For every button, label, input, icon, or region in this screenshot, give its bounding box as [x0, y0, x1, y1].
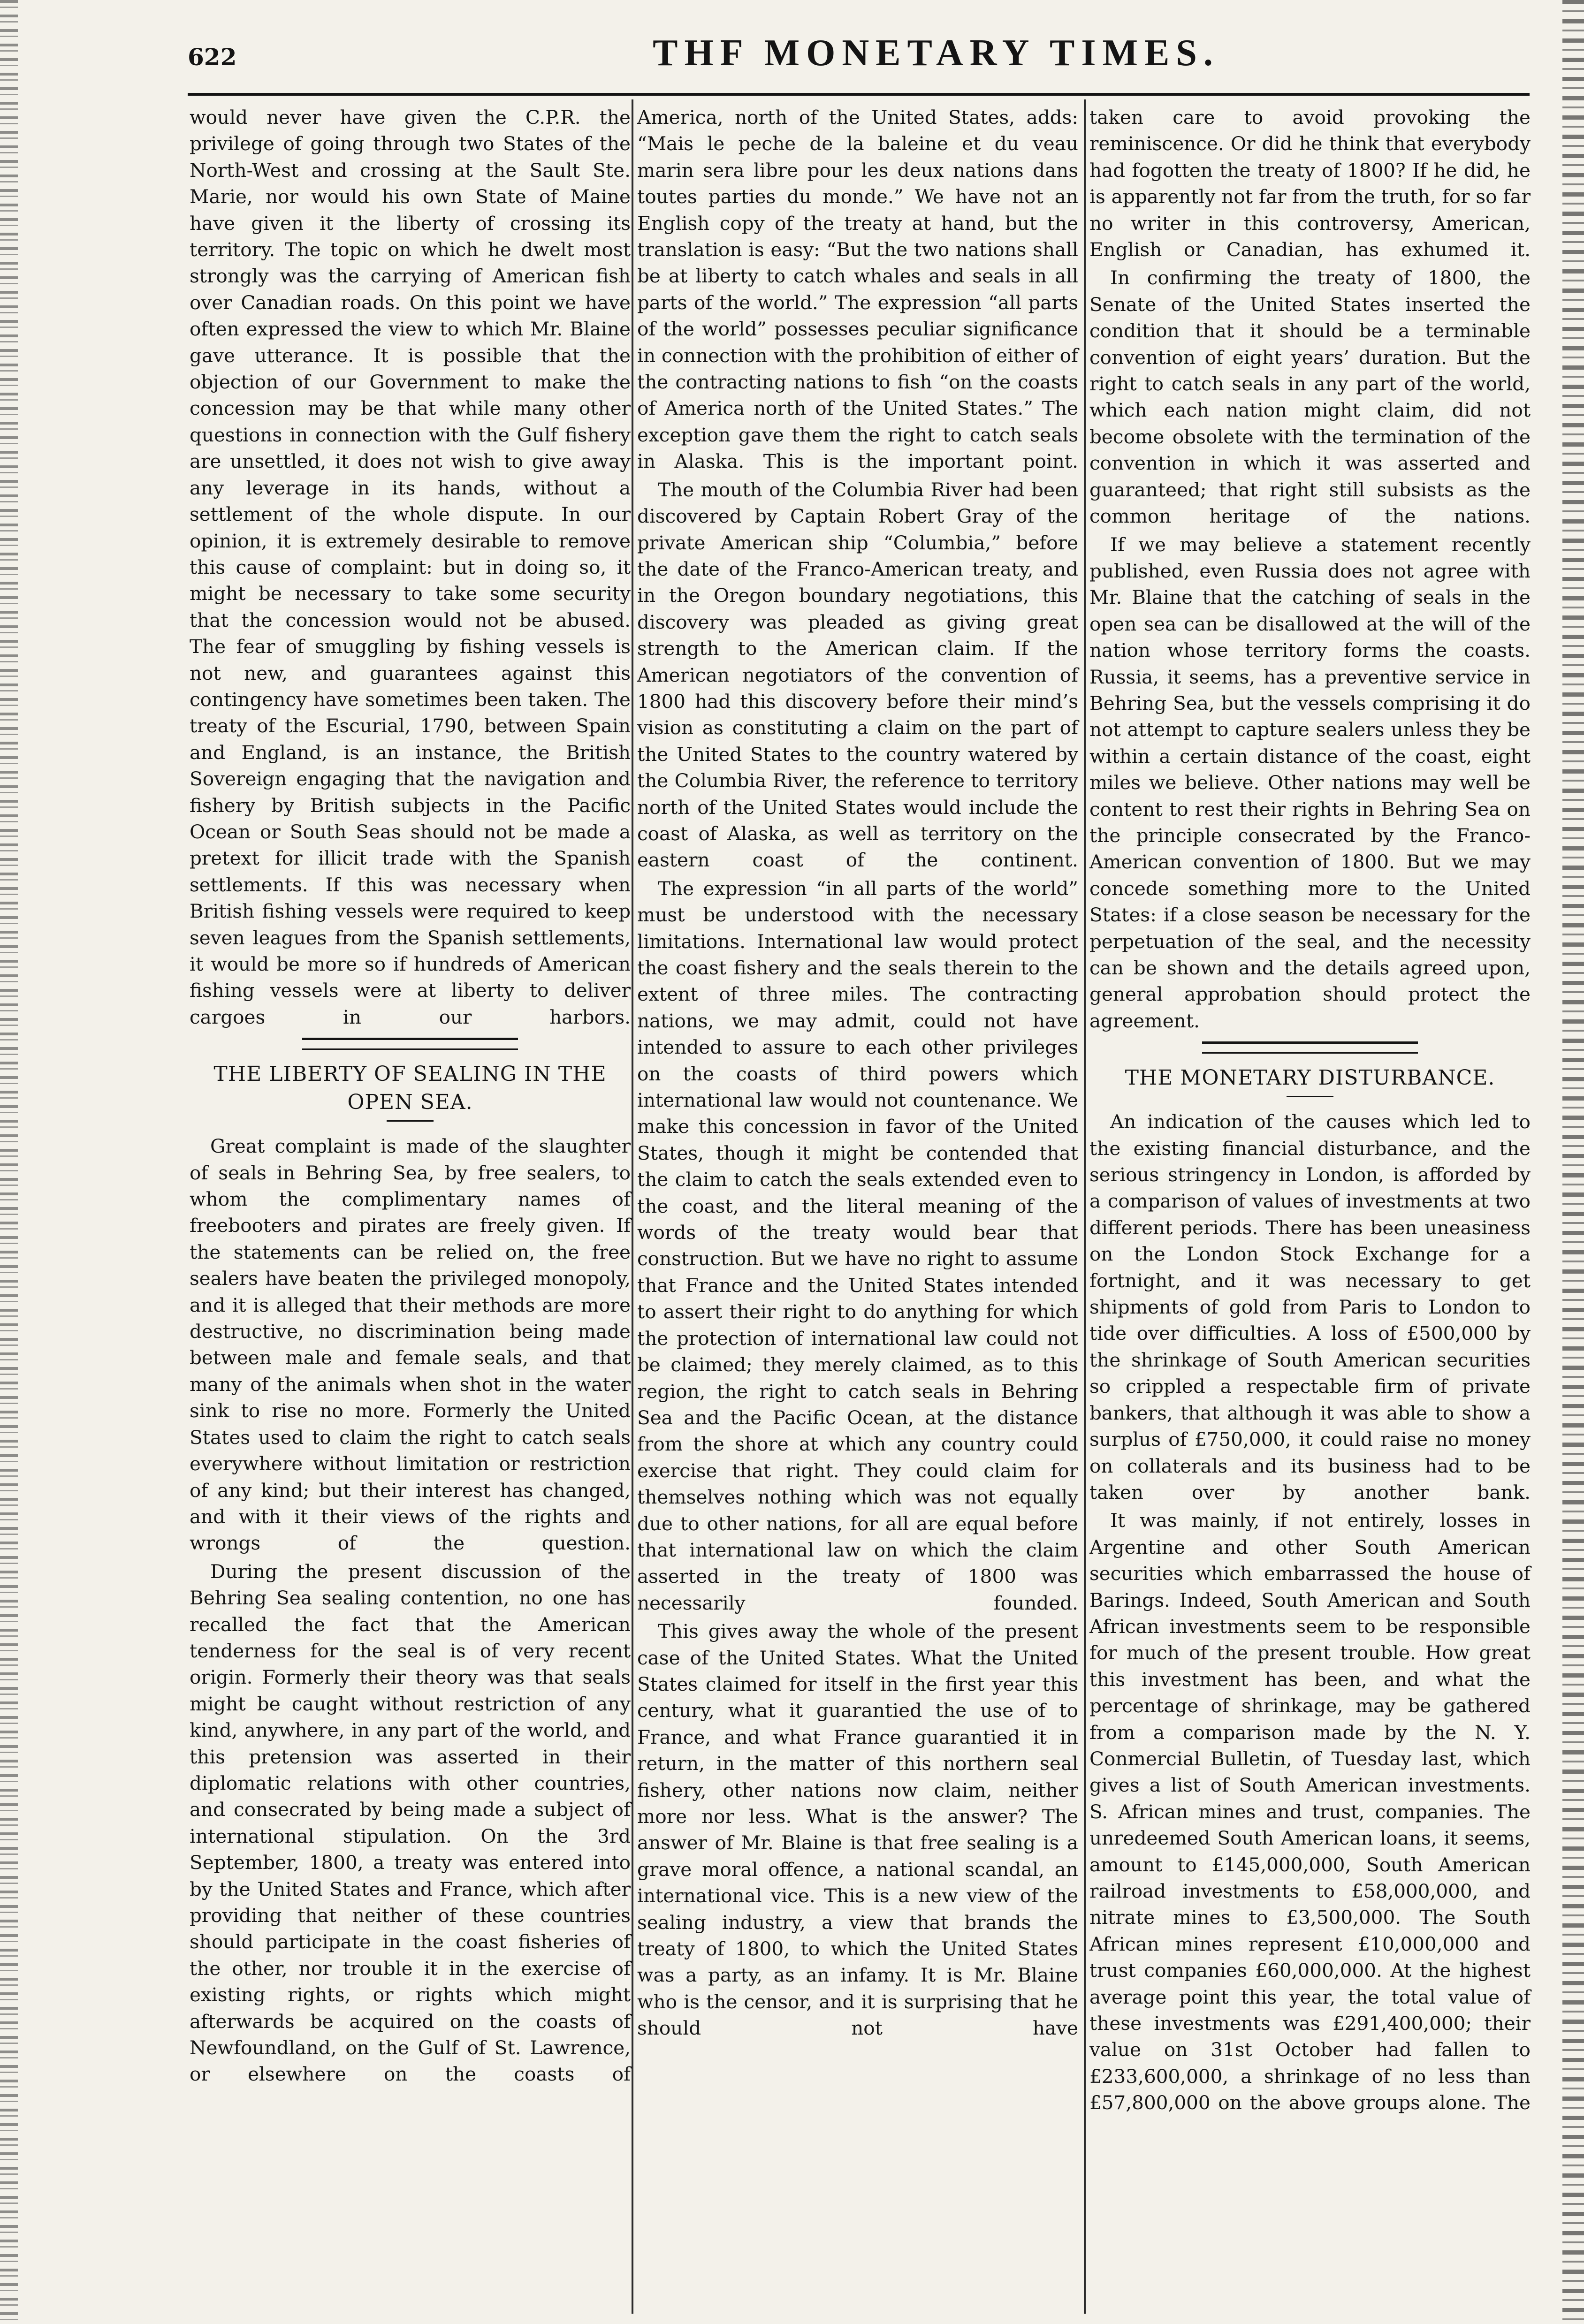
paragraph: In confirming the treaty of 1800, the Senate of the United States inserted the condition that it should be a terminable convention of eight years’ duration. But the right to catch seals in any part of the world, which each nation might claim, did not become obsolete with the termination of the convention in which it was asserted and guaranteed; that right still subsists as the common heritage of the nations.	[1089, 266, 1531, 528]
paragraph: It was mainly, if not entirely, losses in Argentine and other South American securities which embarrassed the house of Barings. Indeed, South American and South African investments seem to be responsible for much of the present trouble. How great this investment has been, and what the percentage of shrinkage, may be gathered from a comparison made by the N. Y. Conmercial Bulletin, of Tuesday last, which gives a list of South American investments. S. African mines and trust, companies. The unredeemed South American loans, it seems, amount to £145,000,000, South American railroad investments to £58,000,000, and nitrate mines to £3,500,000. The South African mines represent £10,000,000 and trust companies £60,000,000. At the highest average point this year, the total value of these investments was £291,400,000; their value on 31st October had fallen to £233,600,000, a shrinkage of no less than £57,800,000 on the above groups alone. The	[1089, 1509, 1531, 2114]
heading-underline	[1287, 1096, 1333, 1097]
article-heading-sealing	[190, 1060, 631, 1116]
column-1	[190, 104, 631, 2309]
paragraph: An indication of the causes which led to the existing financial disturbance, and the serious stringency in London, is afforded by a comparison of values of investments at two different periods. There has been uneasiness on the London Stock Exchange for a fortnight, and it was necessary to get shipments of gold from Paris to London to tide over difficulties. A loss of £500,000 by the shrinkage of South American securities so crippled a respectable firm of private bankers, that although it was able to show a surplus of £750,000, it could raise no money on collaterals and its business had to be taken over by another bank.	[1089, 1110, 1531, 1504]
section-separator	[1202, 1041, 1418, 1054]
heading-line-1: THE LIBERTY OF SEALING IN THE	[213, 1062, 607, 1086]
paragraph: The expression “in all parts of the world” must be understood with the necessary limitations. International law would protect the coast fishery and the seals therein to the extent of three miles. The contracting nations, we may admit, could not have intended to assure to each other privileges on the coasts of third powers which international law would not countenance. We make this concession in favor of the United States, though it might be contended that the claim to catch the seals extended even to the coast, and the literal meaning of the words of the treaty would bear that construction. But we have no right to assume that France and the United States intended to assert their right to do anything for which the protection of international law could not be claimed; they merely claimed, as to this region, the right to catch seals in Behring Sea and the Pacific Ocean, at the distance from the shore at which any country could exercise that right. They could claim for themselves nothing which was not equally due to other nations, for all are equal before that international law on which the claim asserted in the treaty of 1800 was necessarily founded.	[637, 877, 1078, 1614]
masthead	[188, 32, 1530, 88]
paragraph: During the present discussion of the Behring Sea sealing contention, no one has recalled the fact that the American tenderness for the seal is of very recent origin. Formerly their theory was that seals might be caught without restriction of any kind, anywhere, in any part of the world, and this pretension was asserted in their diplomatic relations with other countries, and consecrated by being made a subject of international stipulation. On the 3rd September, 1800, a treaty was entered into by the United States and France, which after providing that neither of these countries should participate in the coast fisheries of the other, nor trouble it in the exercise of existing rights, or rights which might afterwards be acquired on the coasts of Newfoundland, on the Gulf of St. Lawrence, or elsewhere on the coasts of	[190, 1560, 631, 2086]
column-divider-2	[1084, 99, 1086, 2314]
column-2	[637, 104, 1078, 2309]
scanned-page-edge-right	[1562, 0, 1584, 2324]
paragraph: taken care to avoid provoking the reminiscence. Or did he think that everybody had fogotten the treaty of 1800? If he did, he is apparently not far from the truth, for so far no writer in this controversy, American, English or Canadian, has exhumed it.	[1089, 106, 1531, 261]
masthead-rule	[188, 93, 1530, 96]
heading-line-2: OPEN SEA.	[347, 1090, 473, 1115]
paragraph: The mouth of the Columbia River had been discovered by Captain Robert Gray of the private American ship “Columbia,” before the date of the Franco-American treaty, and in the Oregon boundary negotiations, this discovery was pleaded as giving great strength to the American claim. If the American negotiators of the convention of 1800 had this discovery before their mind’s vision as constituting a claim on the part of the United States to the country watered by the Columbia River, the reference to territory north of the United States would include the coast of Alaska, as well as territory on the eastern coast of the continent.	[637, 478, 1078, 872]
article-heading-monetary: THE MONETARY DISTURBANCE.	[1125, 1066, 1495, 1090]
paragraph: This gives away the whole of the present case of the United States. What the United States claimed for itself in the first year this century, what it guarantied the use of to France, and what France guarantied it in return, in the matter of this northern seal fishery, other nations now claim, neither more nor less. What is the answer? The answer of Mr. Blaine is that free sealing is a grave moral offence, a national scandal, an international vice. This is a new view of the sealing industry, a view that brands the treaty of 1800, to which the United States was a party, as an infamy. It is Mr. Blaine who is the censor, and it is surprising that he should not have	[637, 1620, 1078, 2040]
section-separator	[302, 1038, 518, 1050]
paragraph: America, north of the United States, adds: “Mais le peche de la baleine et du veau marin sera libre pour les deux nations dans toutes parties du monde.” We have not an English copy of the treaty at hand, but the translation is easy: “But the two nations shall be at liberty to catch whales and seals in all parts of the world.” The expression “all parts of the world” possesses peculiar significance in connection with the prohibition of either of the contracting nations to fish “on the coasts of America north of the United States.” The exception gave them the right to catch seals in Alaska. This is the important point.	[637, 106, 1078, 473]
scanned-page-edge-left	[0, 0, 18, 2324]
paragraph: Great complaint is made of the slaughter of seals in Behring Sea, by free sealers, to whom the complimentary names of freebooters and pirates are freely given. If the statements can be relied on, the free sealers have beaten the privileged monopoly, and it is alleged that their methods are more destructive, no discrimination being made between male and female seals, and that many of the animals when shot in the water sink to rise no more. Formerly the United States used to claim the right to catch seals everywhere without limitation or restriction of any kind; but their interest has changed, and with it their views of the rights and wrongs of the question.	[190, 1135, 631, 1555]
paragraph: If we may believe a statement recently published, even Russia does not agree with Mr. Blaine that the catching of seals in the open sea can be disallowed at the will of the nation whose territory forms the coasts. Russia, it seems, has a preventive service in Behring Sea, but the vessels comprising it do not attempt to capture sealers unless they be within a certain distance of the coast, eight miles we believe. Other nations may well be content to rest their rights in Behring Sea on the principle consecrated by the Franco-American convention of 1800. But we may concede something more to the United States: if a close season be necessary for the perpetuation of the seal, and the necessity can be shown and the details agreed upon, general approbation should protect the agreement.	[1089, 533, 1531, 1032]
page-number: 622	[188, 43, 237, 71]
column-3	[1089, 104, 1531, 2309]
article-continuation: would never have given the C.P.R. the privilege of going through two States of the North-West and crossing at the Sault Ste. Marie, nor would his own State of Maine have given it the liberty of crossing its territory. The topic on which he dwelt most strongly was the carrying of American fish over Canadian roads. On this point we have often expressed the view to which Mr. Blaine gave utterance. It is possible that the objection of our Government to make the concession may be that while many other questions in connection with the Gulf fishery are unsettled, it does not wish to give away any leverage in its hands, without a settlement of the whole dispute. In our opinion, it is extremely desirable to remove this cause of complaint: but in doing so, it might be necessary to take some security that the concession would not be abused. The fear of smuggling by fishing vessels is not new, and guarantees against this contingency have sometimes been taken. The treaty of the Escurial, 1790, between Spain and England, is an instance, the British Sovereign engaging that the navigation and fishery by British subjects in the Pacific Ocean or South Seas should not be made a pretext for illicit trade with the Spanish settlements. If this was necessary when British fishing vessels were required to keep seven leagues from the Spanish settlements, it would be more so if hundreds of American fishing vessels were at liberty to deliver cargoes in our harbors.	[190, 106, 631, 1028]
heading-underline	[387, 1120, 434, 1122]
column-divider-1	[632, 99, 633, 2314]
journal-title: THF MONETARY TIMES.	[653, 32, 1219, 74]
